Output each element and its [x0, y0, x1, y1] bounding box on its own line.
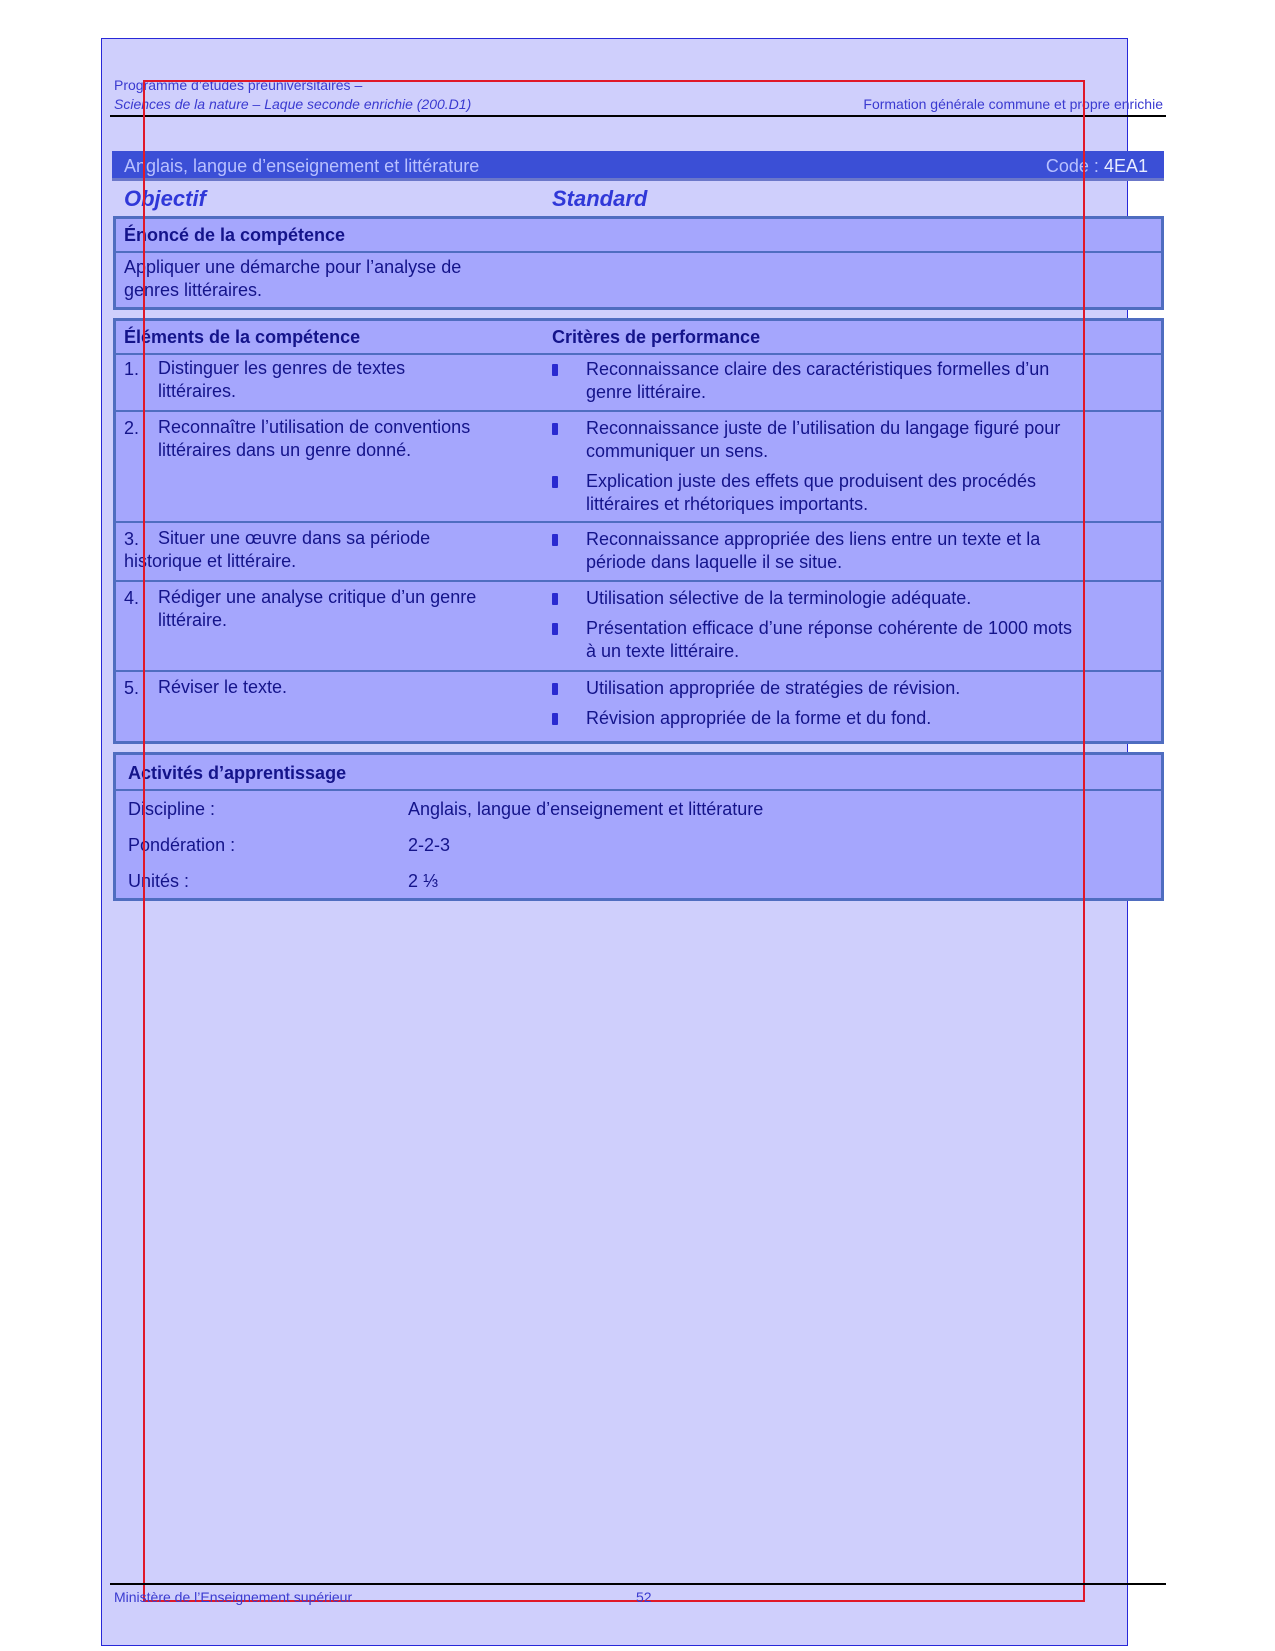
discipline-label: Discipline : — [128, 799, 216, 819]
criterion-line: Reconnaissance appropriée des liens entre un texte et la — [586, 529, 1041, 549]
ponderation-label: Pondération : — [128, 835, 236, 855]
element-number: 3. — [124, 529, 140, 549]
course-code-value: 4EA1 — [1103, 156, 1148, 176]
course-code-label: Code : — [1045, 156, 1099, 176]
element-number: 1. — [124, 359, 140, 379]
criterion-line: Reconnaissance juste de l’utilisation du langage figuré pour — [586, 418, 1061, 438]
element-line: littéraire. — [158, 610, 228, 630]
footer-ministry: Ministère de l’Enseignement supérieur — [114, 1589, 353, 1605]
criterion-line: littéraires et rhétoriques importants. — [586, 494, 869, 514]
standard-label: Standard — [552, 186, 648, 211]
objective-label: Objectif — [124, 186, 206, 211]
criterion-line: à un texte littéraire. — [586, 641, 740, 661]
elements-heading: Éléments de la compétence — [124, 327, 361, 347]
element-line: historique et littéraire. — [124, 551, 297, 571]
header-formation: Formation générale commune et propre enrichie — [863, 96, 1163, 112]
criterion-line: Utilisation appropriée de stratégies de révision. — [586, 678, 961, 698]
criterion-line: Explication juste des effets que produisent des procédés — [586, 471, 1036, 491]
ponderation-value: 2-2-3 — [408, 835, 451, 855]
criterion-line: Reconnaissance claire des caractéristiques formelles d’un — [586, 359, 1050, 379]
page-number: 52 — [636, 1589, 652, 1605]
criteria-heading: Critères de performance — [552, 327, 761, 347]
header-program-subtitle: Sciences de la nature – Laque seconde enrichie (200.D1) — [114, 96, 472, 112]
element-number: 4. — [124, 588, 140, 608]
element-number: 2. — [124, 418, 140, 438]
unites-value: 2 ⅓ — [408, 871, 439, 891]
criterion-line: communiquer un sens. — [586, 441, 769, 461]
criterion-line: Utilisation sélective de la terminologie adéquate. — [586, 588, 972, 608]
element-line: Situer une œuvre dans sa période — [158, 528, 431, 548]
header-program: Programme d’études préuniversitaires – — [114, 77, 363, 93]
element-line: Reconnaître l’utilisation de conventions — [158, 417, 471, 437]
criterion-line: genre littéraire. — [586, 382, 707, 402]
element-line: Rédiger une analyse critique d’un genre — [158, 587, 477, 607]
element-line: littéraires. — [158, 381, 237, 401]
competence-statement-line2: genres littéraires. — [124, 280, 263, 300]
element-line: Distinguer les genres de textes — [158, 358, 406, 378]
course-name: Anglais, langue d’enseignement et littérature — [124, 156, 480, 176]
unites-label: Unités : — [128, 871, 190, 891]
criterion-line: Révision appropriée de la forme et du fond. — [586, 708, 932, 728]
footer-rule — [110, 1583, 1166, 1585]
learning-activities-heading: Activités d’apprentissage — [128, 763, 347, 783]
criterion-line: période dans laquelle il se situe. — [586, 552, 843, 572]
discipline-value: Anglais, langue d’enseignement et littérature — [408, 799, 764, 819]
element-number: 5. — [124, 678, 140, 698]
criterion-line: Présentation efficace d’une réponse cohérente de 1000 mots — [586, 618, 1072, 638]
element-line: littéraires dans un genre donné. — [158, 440, 412, 460]
element-line: Réviser le texte. — [158, 677, 288, 697]
highlight-frame — [143, 80, 1085, 1602]
competence-statement-line1: Appliquer une démarche pour l’analyse de — [124, 257, 462, 277]
competence-statement-heading: Énoncé de la compétence — [124, 225, 346, 245]
